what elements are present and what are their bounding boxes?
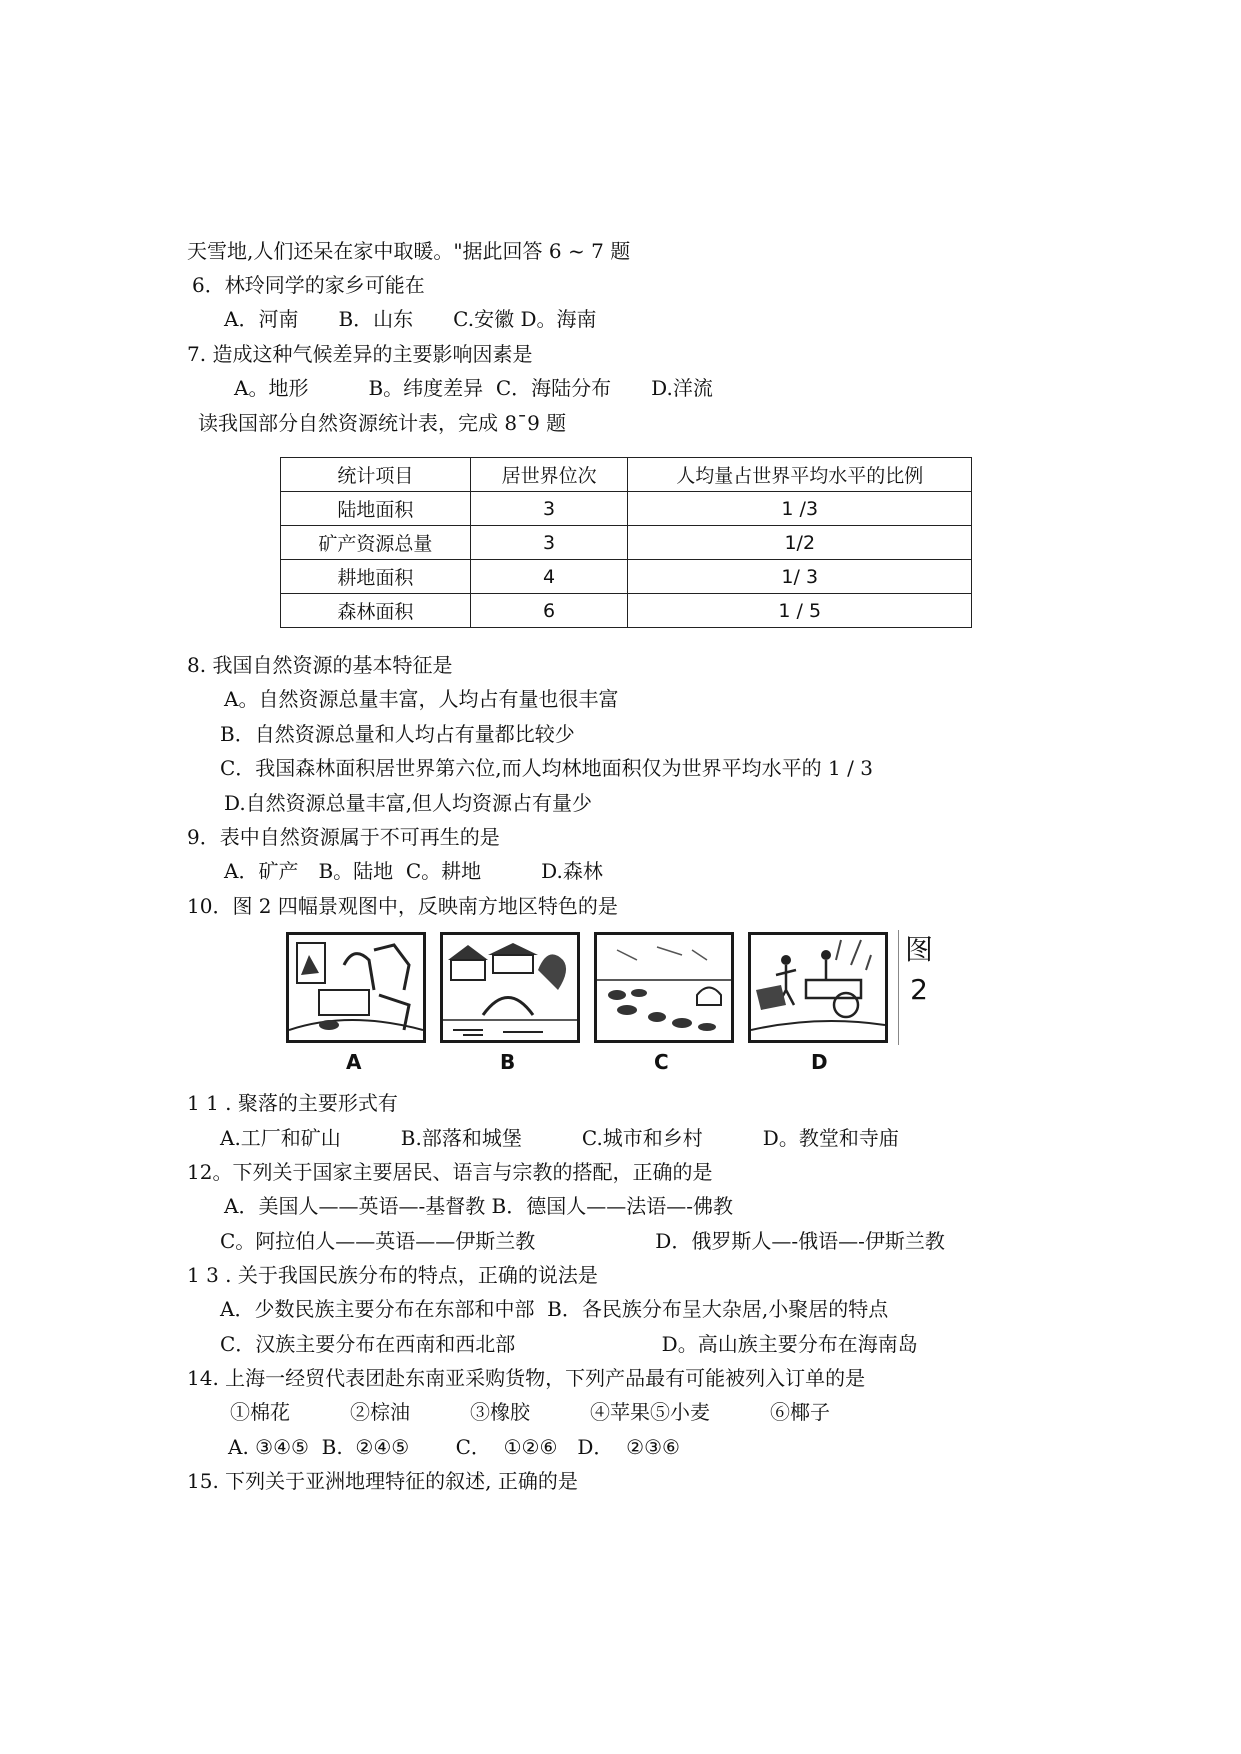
question-8-stem: 8. 我国自然资源的基本特征是: [187, 653, 453, 677]
figure-label-d: D: [811, 1050, 828, 1074]
question-14-options: A. ③④⑤ B. ②④⑤ C． ①②⑥ D． ②③⑥: [228, 1435, 680, 1459]
table-cell: 3: [470, 526, 628, 560]
question-15-stem: 15. 下列关于亚洲地理特征的叙述, 正确的是: [187, 1469, 578, 1493]
table-row: [281, 492, 972, 526]
question-11-options: A.工厂和矿山 B.部落和城堡 C.城市和乡村 D。教堂和寺庙: [220, 1126, 899, 1150]
water-town-icon: [443, 935, 577, 1040]
table-row: [281, 560, 972, 594]
question-12-stem: 12。下列关于国家主要居民、语言与宗教的搭配，正确的是: [187, 1160, 713, 1184]
question-14-stem: 14. 上海一经贸代表团赴东南亚采购货物，下列产品最有可能被列入订单的是: [187, 1366, 866, 1390]
village-scene-icon: [289, 935, 423, 1040]
table-header-cell: 居世界位次: [470, 458, 628, 492]
grassland-herd-icon: [597, 935, 731, 1040]
intro-line: 天雪地,人们还呆在家中取暖。"据此回答 6 ~ 7 题: [187, 239, 631, 263]
figure-label-b: B: [500, 1050, 516, 1074]
table-cell: 6: [470, 594, 628, 628]
question-6-options: A．河南 B．山东 C.安徽 D。海南: [224, 307, 597, 331]
table-cell: 3: [470, 492, 628, 526]
question-8-option-c: C．我国森林面积居世界第六位,而人均林地面积仅为世界平均水平的 1 / 3: [220, 756, 873, 780]
table-cell: 1/ 3: [628, 560, 972, 594]
landscape-figure-b: [440, 932, 580, 1043]
question-9-options: A．矿产 B。陆地 C。耕地 D.森林: [224, 859, 603, 883]
figure-label-c: C: [654, 1050, 669, 1074]
table-row: [281, 594, 972, 628]
question-14-items: ①棉花 ②棕油 ③橡胶 ④苹果⑤小麦 ⑥椰子: [230, 1400, 830, 1424]
question-13-options-1: A．少数民族主要分布在东部和中部 B．各民族分布呈大杂居,小聚居的特点: [220, 1297, 889, 1321]
figure-caption-text: 图: [904, 933, 933, 966]
question-12-options-1: A．美国人——英语—-基督教 B．德国人——法语—-佛教: [224, 1194, 734, 1218]
question-6-stem: 6．林玲同学的家乡可能在: [192, 273, 425, 297]
table-cell: 陆地面积: [281, 492, 471, 526]
table-cell: 4: [470, 560, 628, 594]
figure-caption-number: 2: [910, 973, 928, 1006]
figure-label-a: A: [346, 1050, 362, 1074]
question-8-option-a: A。自然资源总量丰富，人均占有量也很丰富: [224, 687, 619, 711]
table-cell: 耕地面积: [281, 560, 471, 594]
table-header-row: [281, 458, 972, 492]
landscape-figure-a: [286, 932, 426, 1043]
cart-scene-icon: [751, 935, 885, 1040]
question-7-options: A。地形 B。纬度差异 C．海陆分布 D.洋流: [234, 376, 713, 400]
question-8-option-b: B．自然资源总量和人均占有量都比较少: [220, 722, 575, 746]
question-7-stem: 7. 造成这种气候差异的主要影响因素是: [187, 342, 533, 366]
question-13-options-2: C．汉族主要分布在西南和西北部 D。高山族主要分布在海南岛: [220, 1332, 918, 1356]
landscape-figure-d: [748, 932, 888, 1043]
question-9-stem: 9．表中自然资源属于不可再生的是: [187, 825, 500, 849]
table-cell: 1/2: [628, 526, 972, 560]
figure-caption: [898, 930, 939, 1045]
question-8-option-d: D.自然资源总量丰富,但人均资源占有量少: [224, 791, 593, 815]
question-12-options-2: C。阿拉伯人——英语——伊斯兰教 D．俄罗斯人—-俄语—-伊斯兰教: [220, 1229, 945, 1253]
table-row: [281, 526, 972, 560]
table-header-cell: 人均量占世界平均水平的比例: [628, 458, 972, 492]
table-cell: 森林面积: [281, 594, 471, 628]
question-10-stem: 10．图 2 四幅景观图中，反映南方地区特色的是: [187, 894, 618, 918]
table-cell: 1 / 5: [628, 594, 972, 628]
question-11-stem: 1 1 . 聚落的主要形式有: [187, 1091, 398, 1115]
landscape-figure-c: [594, 932, 734, 1043]
table-cell: 矿产资源总量: [281, 526, 471, 560]
table-instruction: 读我国部分自然资源统计表，完成 8¯9 题: [198, 411, 567, 435]
question-13-stem: 1 3 . 关于我国民族分布的特点，正确的说法是: [187, 1263, 598, 1287]
resource-table: [280, 457, 972, 628]
table-cell: 1 /3: [628, 492, 972, 526]
table-header-cell: 统计项目: [281, 458, 471, 492]
